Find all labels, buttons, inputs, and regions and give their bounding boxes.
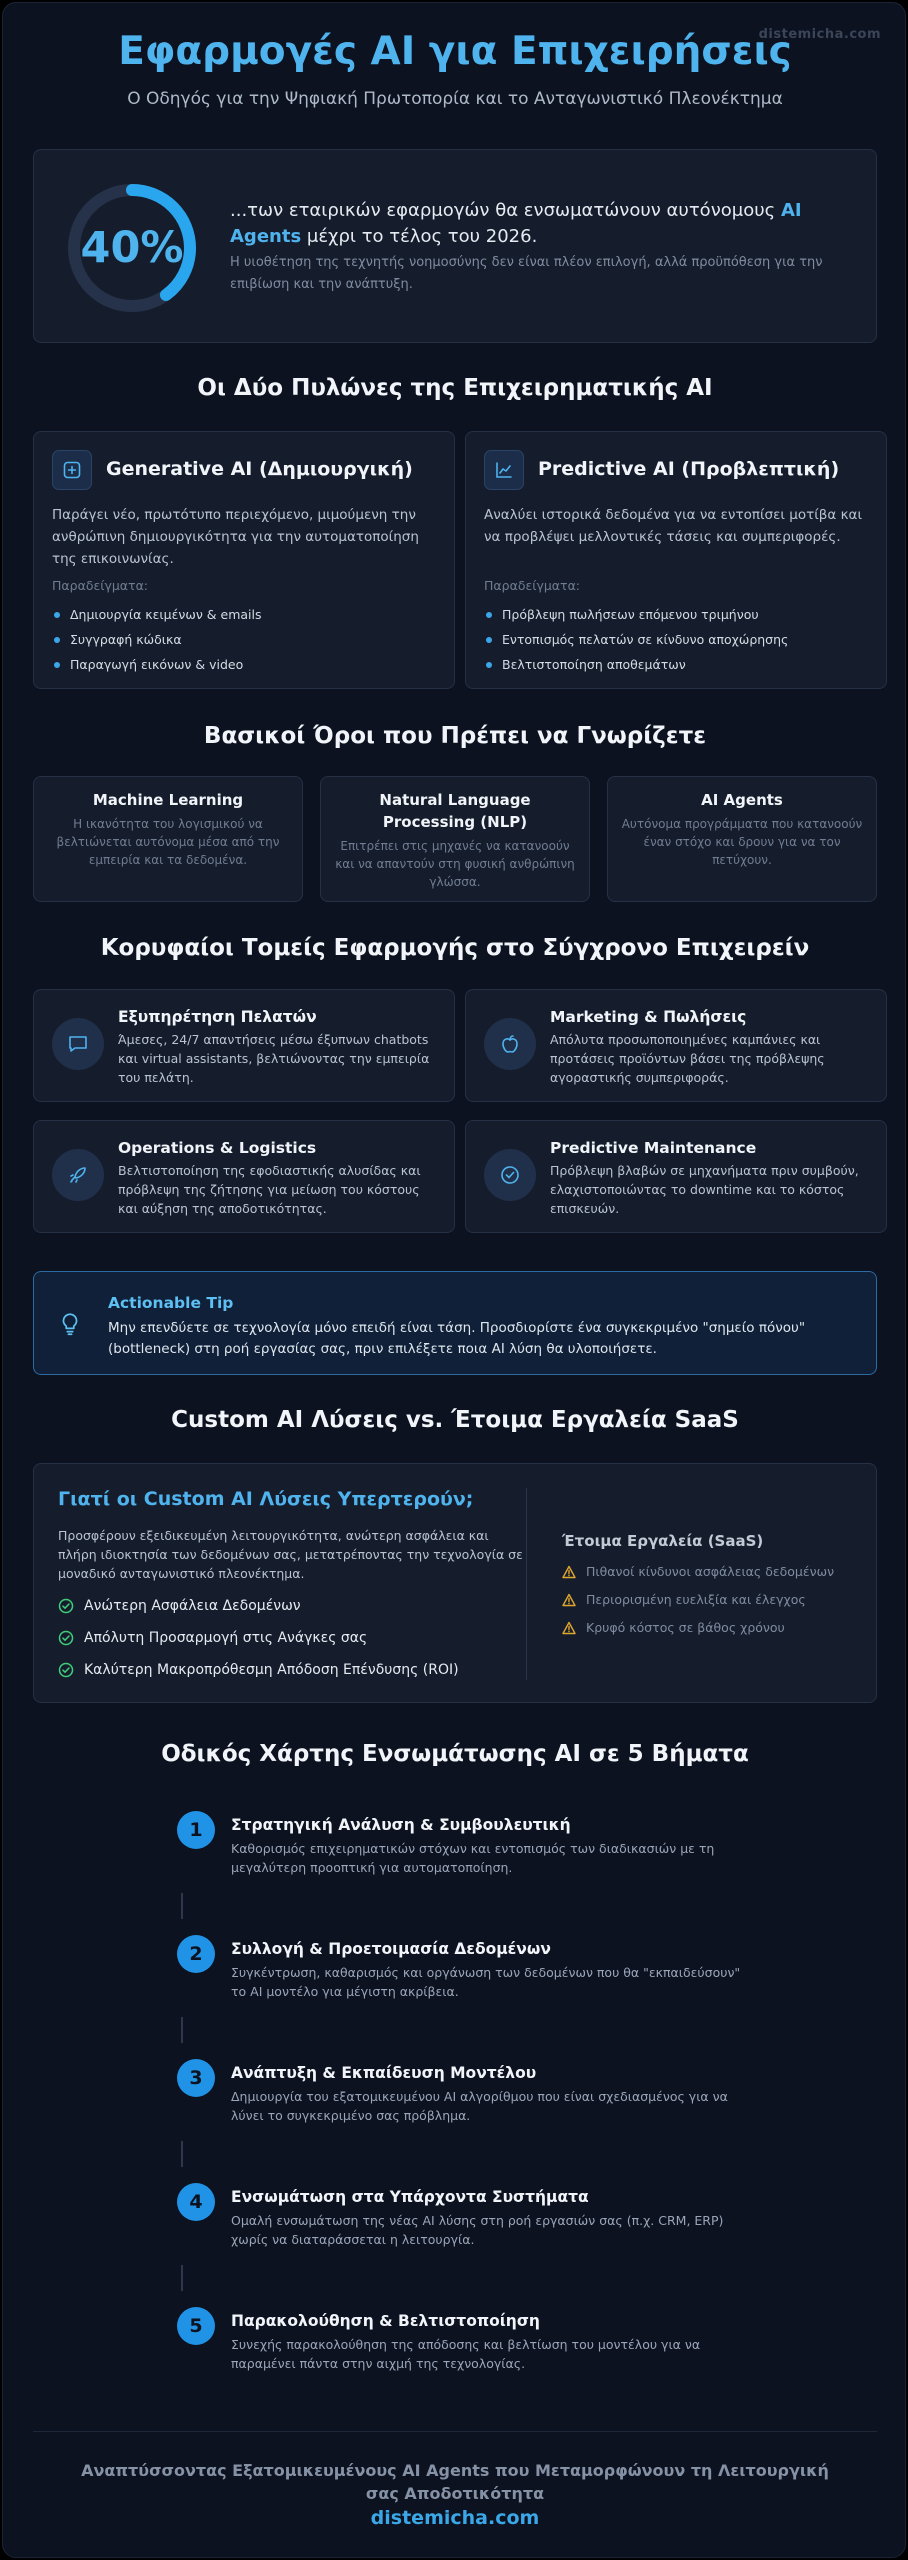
pillar-examples-list (484, 602, 874, 677)
tip-title: Actionable Tip (108, 1294, 234, 1312)
list-item: Παραγωγή εικόνων & video (52, 652, 442, 677)
page-subtitle: Ο Οδηγός για την Ψηφιακή Πρωτοπορία και το Ανταγωνιστικό Πλεονέκτημα (127, 89, 783, 109)
term-desc: Αυτόνομα προγράμματα που κατανοούν έναν στόχο και δρουν για να τον πετύχουν. (621, 817, 863, 867)
term-title: AI Agents (701, 791, 783, 809)
divider (526, 1488, 527, 1680)
page-title: Εφαρμογές AI για Επιχειρήσεις (118, 29, 792, 74)
pillar-card-predictive (465, 431, 887, 689)
list-item (58, 1622, 518, 1654)
custom-vs-saas-title: Custom AI Λύσεις vs. Έτοιμα Εργαλεία SaaS (171, 1407, 739, 1433)
stat-text (230, 198, 850, 250)
step-title: Συλλογή & Προετοιμασία Δεδομένων (231, 1940, 551, 1958)
list-item (562, 1586, 862, 1614)
step-desc: Δημιουργία του εξατομικευμένου AI αλγορίθμου που είναι σχεδιασμένος για να λύνει το συγκεκριμένο σας πρόβλημα. (231, 2089, 728, 2123)
apple-icon (484, 1018, 536, 1070)
benefit-label: Ανώτερη Ασφάλεια Δεδομένων (84, 1598, 301, 1614)
pillar-examples-label: Παραδείγματα: (52, 578, 149, 593)
step-number: 3 (177, 2059, 215, 2097)
sector-title: Εξυπηρέτηση Πελατών (118, 1008, 317, 1026)
list-item: Δημιουργία κειμένων & emails (52, 602, 442, 627)
saas-drawbacks-list (562, 1558, 862, 1642)
drawback-label: Πιθανοί κίνδυνοι ασφάλειας δεδομένων (586, 1564, 835, 1579)
step-desc: Καθορισμός επιχειρηματικών στόχων και εντοπισμός των διαδικασιών με τη μεγαλύτερη προοπτική για αυτοματοποίηση. (231, 1841, 715, 1875)
step-connector (181, 2141, 183, 2167)
step-number: 1 (177, 1811, 215, 1849)
pillar-examples-list (52, 602, 442, 677)
sector-desc: Πρόβλεψη βλαβών σε μηχανήματα πριν συμβούν, ελαχιστοποιώντας το downtime και το κόστος επισκευών. (550, 1163, 859, 1216)
infographic-page (2, 2, 906, 2558)
benefit-label: Απόλυτη Προσαρμογή στις Ανάγκες σας (84, 1630, 368, 1646)
saas-title: Έτοιμα Εργαλεία (SaaS) (562, 1532, 764, 1550)
pillars-title: Οι Δύο Πυλώνες της Επιχειρηματικής AI (197, 375, 713, 401)
warning-icon (562, 1621, 576, 1635)
terms-title: Βασικοί Όροι που Πρέπει να Γνωρίζετε (203, 723, 707, 749)
custom-card-desc: Προσφέρουν εξειδικευμένη λειτουργικότητα, ανώτερη ασφάλεια και πλήρη ιδιοκτησία των δεδομένων σας, μετατρέποντας την τεχνολογία σε μοναδικό ανταγωνιστικό πλεονέκτημα. (58, 1528, 523, 1581)
term-desc: Η ικανότητα του λογισμικού να βελτιώνεται αυτόνομα μέσα από την εμπειρία και τα δεδομένα. (56, 817, 280, 867)
list-item: Συγγραφή κώδικα (52, 627, 442, 652)
check-circle-icon (58, 1662, 74, 1678)
stat-subtext: Η υιοθέτηση της τεχνητής νοημοσύνης δεν είναι πλέον επιλογή, αλλά προϋπόθεση για την επιβίωση και την ανάπτυξη. (230, 255, 823, 292)
term-title: Machine Learning (92, 791, 244, 809)
check-circle-icon (58, 1598, 74, 1614)
sector-desc: Βελτιστοποίηση της εφοδιαστικής αλυσίδας και πρόβλεψη της ζήτησης για μείωση του κόστους και αύξηση της αποδοτικότητας. (118, 1163, 421, 1216)
sparkle-plus-icon (52, 450, 92, 490)
step-number: 5 (177, 2307, 215, 2345)
term-card (320, 776, 590, 902)
sector-title: Operations & Logistics (118, 1139, 317, 1157)
step-desc: Ομαλή ενσωμάτωση της νέας AI λύσης στη ροή εργασιών σας (π.χ. CRM, ERP) χωρίς να διαταράσσεται η λειτουργία. (231, 2213, 724, 2247)
sector-card-maintenance (465, 1120, 887, 1233)
term-card (607, 776, 877, 902)
drawback-label: Κρυφό κόστος σε βάθος χρόνου (586, 1620, 785, 1635)
stat-card (33, 149, 877, 343)
list-item (58, 1590, 518, 1622)
custom-vs-saas-card (33, 1463, 877, 1703)
chat-bubble-icon (52, 1018, 104, 1070)
check-badge-icon (484, 1149, 536, 1201)
step-desc: Συνεχής παρακολούθηση της απόδοσης και βελτίωση του μοντέλου για να παραμένει πάντα στην αιχμή της τεχνολογίας. (231, 2337, 701, 2371)
stat-text-highlight: AI Agents (230, 200, 802, 247)
list-item: Εντοπισμός πελατών σε κίνδυνο αποχώρησης (484, 627, 874, 652)
footer-text: Αναπτύσσοντας Εξατομικευμένους AI Agents που Μεταμορφώνουν τη Λειτουργική σας Αποδοτικότητα (81, 2461, 829, 2503)
pillar-desc: Αναλύει ιστορικά δεδομένα για να εντοπίσει μοτίβα και να προβλέψει μελλοντικές τάσεις και συμπεριφορές. (484, 507, 863, 545)
step-title: Παρακολούθηση & Βελτιστοποίηση (231, 2312, 540, 2330)
lightbulb-icon (54, 1308, 86, 1340)
stat-value: 40% (80, 223, 184, 273)
step-title: Ανάπτυξη & Εκπαίδευση Μοντέλου (231, 2064, 537, 2082)
step-number: 4 (177, 2183, 215, 2221)
pillar-title: Predictive AI (Προβλεπτική) (538, 458, 840, 480)
term-title: Natural Language Processing (NLP) (379, 791, 531, 831)
term-card (33, 776, 303, 902)
sector-desc: Άμεσες, 24/7 απαντήσεις μέσω έξυπνων chatbots και virtual assistants, βελτιώνοντας την εμπειρία του πελάτη. (118, 1032, 430, 1085)
custom-card-title: Γιατί οι Custom AI Λύσεις Υπερτερούν; (58, 1488, 474, 1510)
roadmap-title: Οδικός Χάρτης Ενσωμάτωσης AI σε 5 Βήματα (161, 1741, 749, 1767)
warning-icon (562, 1565, 576, 1579)
warning-icon (562, 1593, 576, 1607)
rocket-icon (52, 1149, 104, 1201)
sector-card-operations (33, 1120, 455, 1233)
sector-desc: Απόλυτα προσωποποιημένες καμπάνιες και προτάσεις προϊόντων βάσει της πρόβλεψης αγοραστικής συμπεριφοράς. (550, 1032, 825, 1085)
step-title: Ενσωμάτωση στα Υπάρχοντα Συστήματα (231, 2188, 589, 2206)
list-item: Βελτιστοποίηση αποθεμάτων (484, 652, 874, 677)
step-number: 2 (177, 1935, 215, 1973)
list-item: Πρόβλεψη πωλήσεων επόμενου τριμήνου (484, 602, 874, 627)
brand-watermark: distemicha.com (758, 27, 881, 42)
footer-brand-link[interactable]: distemicha.com (370, 2507, 540, 2529)
pillar-title: Generative AI (Δημιουργική) (106, 458, 413, 480)
list-item (58, 1654, 518, 1686)
drawback-label: Περιορισμένη ευελιξία και έλεγχος (586, 1592, 806, 1607)
list-item (562, 1558, 862, 1586)
actionable-tip-card (33, 1271, 877, 1375)
sector-title: Predictive Maintenance (550, 1139, 757, 1157)
list-item (562, 1614, 862, 1642)
sectors-title: Κορυφαίοι Τομείς Εφαρμογής στο Σύγχρονο Επιχειρείν (100, 935, 810, 961)
sector-title: Marketing & Πωλήσεις (550, 1008, 747, 1026)
step-title: Στρατηγική Ανάλυση & Συμβουλευτική (231, 1816, 571, 1834)
check-circle-icon (58, 1630, 74, 1646)
pillar-desc: Παράγει νέο, πρωτότυπο περιεχόμενο, μιμούμενη την ανθρώπινη δημιουργικότητα για την αυτοματοποίηση της επικοινωνίας. (52, 507, 419, 567)
step-connector (181, 2017, 183, 2043)
benefit-label: Καλύτερη Μακροπρόθεσμη Απόδοση Επένδυσης (ROI) (84, 1662, 459, 1678)
pillar-examples-label: Παραδείγματα: (484, 578, 581, 593)
step-desc: Συγκέντρωση, καθαρισμός και οργάνωση των δεδομένων που θα "εκπαιδεύσουν" το AI μοντέλο για μέγιστη ακρίβεια. (231, 1965, 741, 1999)
tip-text: Μην επενδύετε σε τεχνολογία μόνο επειδή είναι τάση. Προσδιορίστε ένα συγκεκριμένο "σημείο πόνου" (bottleneck) στη ροή εργασίας σας, πριν επιλέξετε ποια AI λύση θα υλοποιήσετε. (108, 1320, 806, 1357)
sector-card-marketing (465, 989, 887, 1102)
stat-text-after: μέχρι το τέλος του 2026. (301, 226, 538, 247)
term-desc: Επιτρέπει στις μηχανές να κατανοούν και να απαντούν στη φυσική ανθρώπινη γλώσσα. (335, 839, 575, 889)
line-chart-icon (484, 450, 524, 490)
pillar-card-generative (33, 431, 455, 689)
step-connector (181, 2265, 183, 2291)
sector-card-customer-service (33, 989, 455, 1102)
step-connector (181, 1893, 183, 1919)
footer-divider (33, 2431, 877, 2432)
stat-text-before: ...των εταιρικών εφαρμογών θα ενσωματώνουν αυτόνομους (230, 200, 781, 221)
benefits-list (58, 1590, 518, 1686)
